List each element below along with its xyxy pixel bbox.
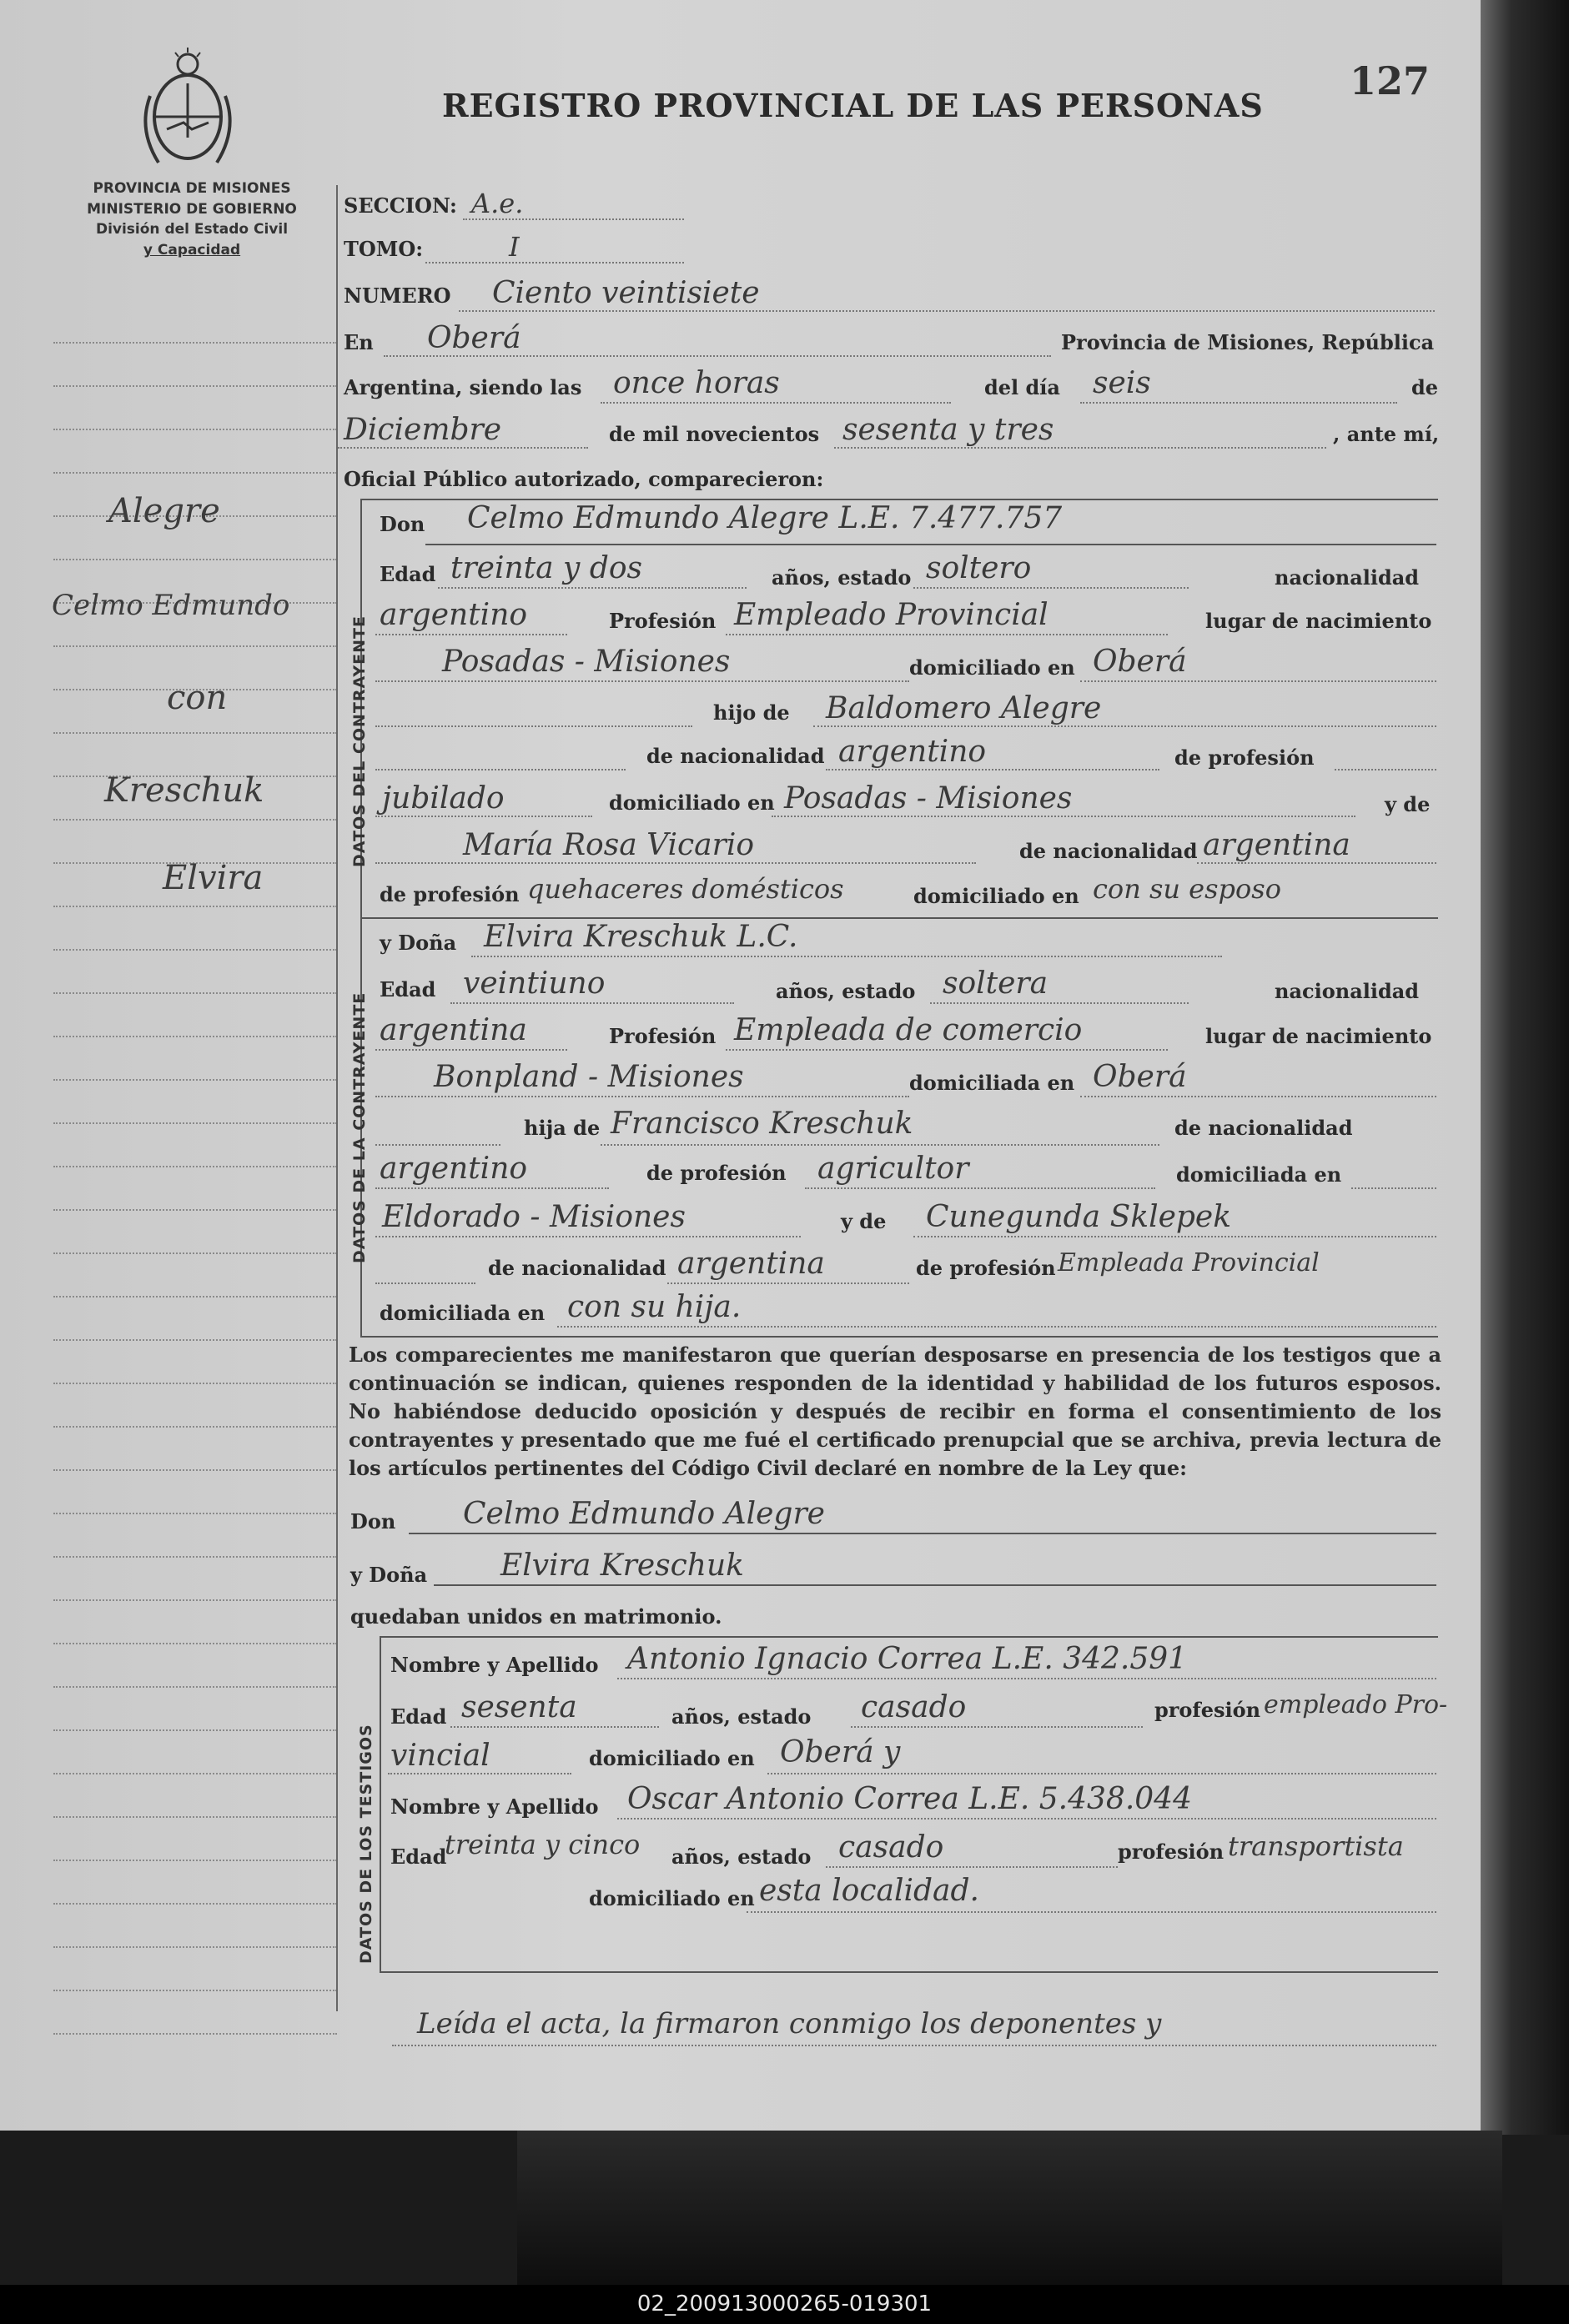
groom-father-dom: Posadas - Misiones [784,781,1073,816]
w1-nombre-label: Nombre y Apellido [390,1653,599,1677]
ante-mi-text: , ante mí, [1333,422,1440,446]
w1-profesion-cont: vincial [390,1739,490,1773]
groom-y-de-label: y de [1385,792,1431,816]
year-value: sesenta y tres [842,413,1054,447]
w1-estado: casado [861,1690,967,1724]
bride-domicilio: Oberá [1093,1060,1187,1094]
month-value: Diciembre [344,413,502,447]
groom-father-prof: jubilado [382,781,505,816]
groom-mother-prof: quehaceres domésticos [527,873,844,905]
bride-lugar: Bonpland - Misiones [434,1060,744,1094]
bride-mother-dom-label: domiciliada en [380,1301,546,1325]
coat-of-arms-icon [133,46,242,171]
underlying-page [517,2131,1502,2289]
day-value: seis [1093,366,1151,400]
bride-profesion-label: Profesión [609,1024,717,1048]
page-number: 127 [1350,58,1431,103]
decl-don-name: Celmo Edmundo Alegre [463,1497,825,1531]
bride-profesion: Empleada de comercio [734,1013,1083,1047]
groom-mother-nac: argentina [1203,828,1350,862]
groom-profesion: Empleado Provincial [734,598,1049,632]
w1-name: Antonio Ignacio Correa L.E. 342.591 [627,1642,1188,1676]
w2-estado-label: años, estado [671,1845,812,1869]
w2-domicilio: esta localidad. [759,1874,979,1908]
image-label: 02_200913000265-019301 [636,2291,933,2316]
bride-domiciliada-label: domiciliada en [909,1071,1075,1095]
bride-father: Francisco Kreschuk [611,1107,913,1141]
w2-edad-label: Edad [390,1845,447,1869]
groom-lugar-label: lugar de nacimiento [1205,609,1432,633]
bride-mother-nac-label: de nacionalidad [488,1256,666,1280]
bride-lugar-label: lugar de nacimiento [1205,1024,1432,1048]
page-title: REGISTRO PROVINCIAL DE LAS PERSONAS [442,87,1264,124]
bride-mother-nac: argentina [677,1247,825,1281]
decl-dona-label: y Doña [350,1563,428,1587]
del-dia-label: del día [984,375,1060,399]
groom-estado-label: años, estado [772,565,912,590]
en-label: En [344,330,374,354]
w2-dom-label: domiciliado en [589,1886,755,1910]
bride-father-nac: argentino [380,1152,528,1186]
bride-mother-prof: Empleada Provincial [1058,1248,1320,1277]
w1-edad-label: Edad [390,1704,447,1729]
de-label: de [1411,375,1439,399]
w1-profesion: empleado Pro- [1264,1690,1448,1719]
oficial-text: Oficial Público autorizado, comparecieron: [344,467,824,491]
w1-estado-label: años, estado [671,1704,812,1729]
margin-note-bride-surname: Kreschuk [104,771,264,810]
margin-note-con: con [167,679,228,717]
bride-dona-label: y Doña [380,931,457,955]
margin-border [336,185,338,2011]
groom-hijo-label: hijo de [713,700,790,725]
groom-estado: soltero [926,551,1032,585]
groom-father: Baldomero Alegre [826,691,1102,725]
groom-profesion-label: Profesión [609,609,717,633]
province-name: PROVINCIA DE MISIONES [93,180,291,197]
groom-edad-label: Edad [380,562,436,586]
w2-estado: casado [838,1830,944,1865]
bride-hija-label: hija de [524,1116,601,1140]
bride-father-dom: Eldorado - Misiones [382,1200,686,1234]
bride-edad-label: Edad [380,977,436,1001]
hour-value: once horas [613,366,780,400]
book-spine [1481,0,1569,2135]
seccion-label: SECCION: [344,193,457,218]
groom-nacionalidad: argentino [380,598,528,632]
closing-text: Leída el acta, la firmaron conmigo los deponentes y [417,2007,1162,2040]
groom-mother-dom-label: domiciliado en [913,884,1079,908]
decl-don-label: Don [350,1509,396,1533]
bride-father-prof: agricultor [817,1152,969,1186]
declaration-paragraph: Los comparecientes me manifestaron que querían desposarse en presencia de los testigos que a continuación se indican, quienes responden de la identidad y habilidad de los futuros esposos. No habiéndose deducido oposición y después de recibir en forma el consentimiento de los contrayentes y presentado que me fué el certificado prenupcial que se archiva, previa lectura de los artículos pertinentes del Código Civil declaré en nombre de la Ley que: [349,1343,1441,1481]
w1-profesion-label: profesión [1154,1698,1261,1722]
bride-mother-dom: con su hija. [567,1290,742,1324]
seccion-value: A.e. [471,188,524,219]
bride-father-dom-label: domiciliada en [1176,1162,1342,1187]
numero-value: Ciento veintisiete [492,276,760,310]
issuer-block [58,178,325,261]
groom-mother-dom: con su esposo [1093,873,1281,905]
margin-note-bride-name: Elvira [163,859,264,897]
bride-mother: Cunegunda Sklepek [926,1200,1232,1234]
w2-nombre-label: Nombre y Apellido [390,1794,599,1819]
en-value: Oberá [427,321,521,355]
margin-note-groom: Celmo Edmundo [52,589,290,622]
argentina-text: Argentina, siendo las [344,375,582,399]
w2-name: Oscar Antonio Correa L.E. 5.438.044 [627,1782,1192,1816]
division-line-1: División del Estado Civil [95,221,289,238]
groom-mother-prof-label: de profesión [380,882,520,906]
bride-nacionalidad-label: nacionalidad [1275,979,1420,1003]
groom-name: Celmo Edmundo Alegre L.E. 7.477.757 [467,501,1063,535]
groom-don-label: Don [380,512,425,536]
bride-mother-prof-label: de profesión [916,1256,1056,1280]
bride-nacionalidad: argentina [380,1013,527,1047]
groom-mother: María Rosa Vicario [463,828,755,862]
numero-label: NUMERO [344,284,451,308]
ministry-name: MINISTERIO DE GOBIERNO [87,200,297,218]
w1-domicilio: Oberá y [780,1735,901,1769]
groom-mother-nac-label: de nacionalidad [1019,839,1198,863]
bride-father-nac-label: de nacionalidad [1174,1116,1353,1140]
groom-father-nac-label: de nacionalidad [646,744,825,768]
bride-y-de-label: y de [841,1209,887,1233]
w2-profesion: transportista [1228,1830,1404,1862]
groom-nacionalidad-label: nacionalidad [1275,565,1420,590]
groom-age: treinta y dos [450,551,643,585]
groom-domicilio: Oberá [1093,645,1187,679]
mil-text: de mil novecientos [609,422,820,446]
division-line-2: y Capacidad [143,241,241,259]
groom-father-prof-label: de profesión [1174,745,1315,770]
w1-age: sesenta [461,1690,577,1724]
bride-age: veintiuno [463,966,606,1001]
groom-section-label: DATOS DEL CONTRAYENTE [350,615,369,867]
w1-dom-label: domiciliado en [589,1746,755,1770]
tomo-value: I [509,231,520,263]
tomo-label: TOMO: [344,237,424,261]
provincia-text: Provincia de Misiones, República [1061,330,1435,354]
witnesses-section-label: DATOS DE LOS TESTIGOS [357,1724,375,1964]
decl-dona-name: Elvira Kreschuk [500,1548,744,1583]
w2-age: treinta y cinco [445,1829,641,1860]
groom-domiciliado-label: domiciliado en [909,655,1075,680]
decl-unidos-text: quedaban unidos en matrimonio. [350,1604,722,1629]
bride-estado-label: años, estado [776,979,916,1003]
groom-father-nac: argentino [838,735,987,769]
bride-father-prof-label: de profesión [646,1161,787,1185]
w2-profesion-label: profesión [1118,1840,1225,1864]
bride-section-label: DATOS DE LA CONTRAYENTE [350,991,369,1263]
groom-father-dom-label: domiciliado en [609,791,775,815]
bride-estado: soltera [943,966,1049,1001]
margin-note-surname: Alegre [108,492,220,530]
bride-name: Elvira Kreschuk L.C. [484,920,798,954]
groom-lugar: Posadas - Misiones [442,645,731,679]
